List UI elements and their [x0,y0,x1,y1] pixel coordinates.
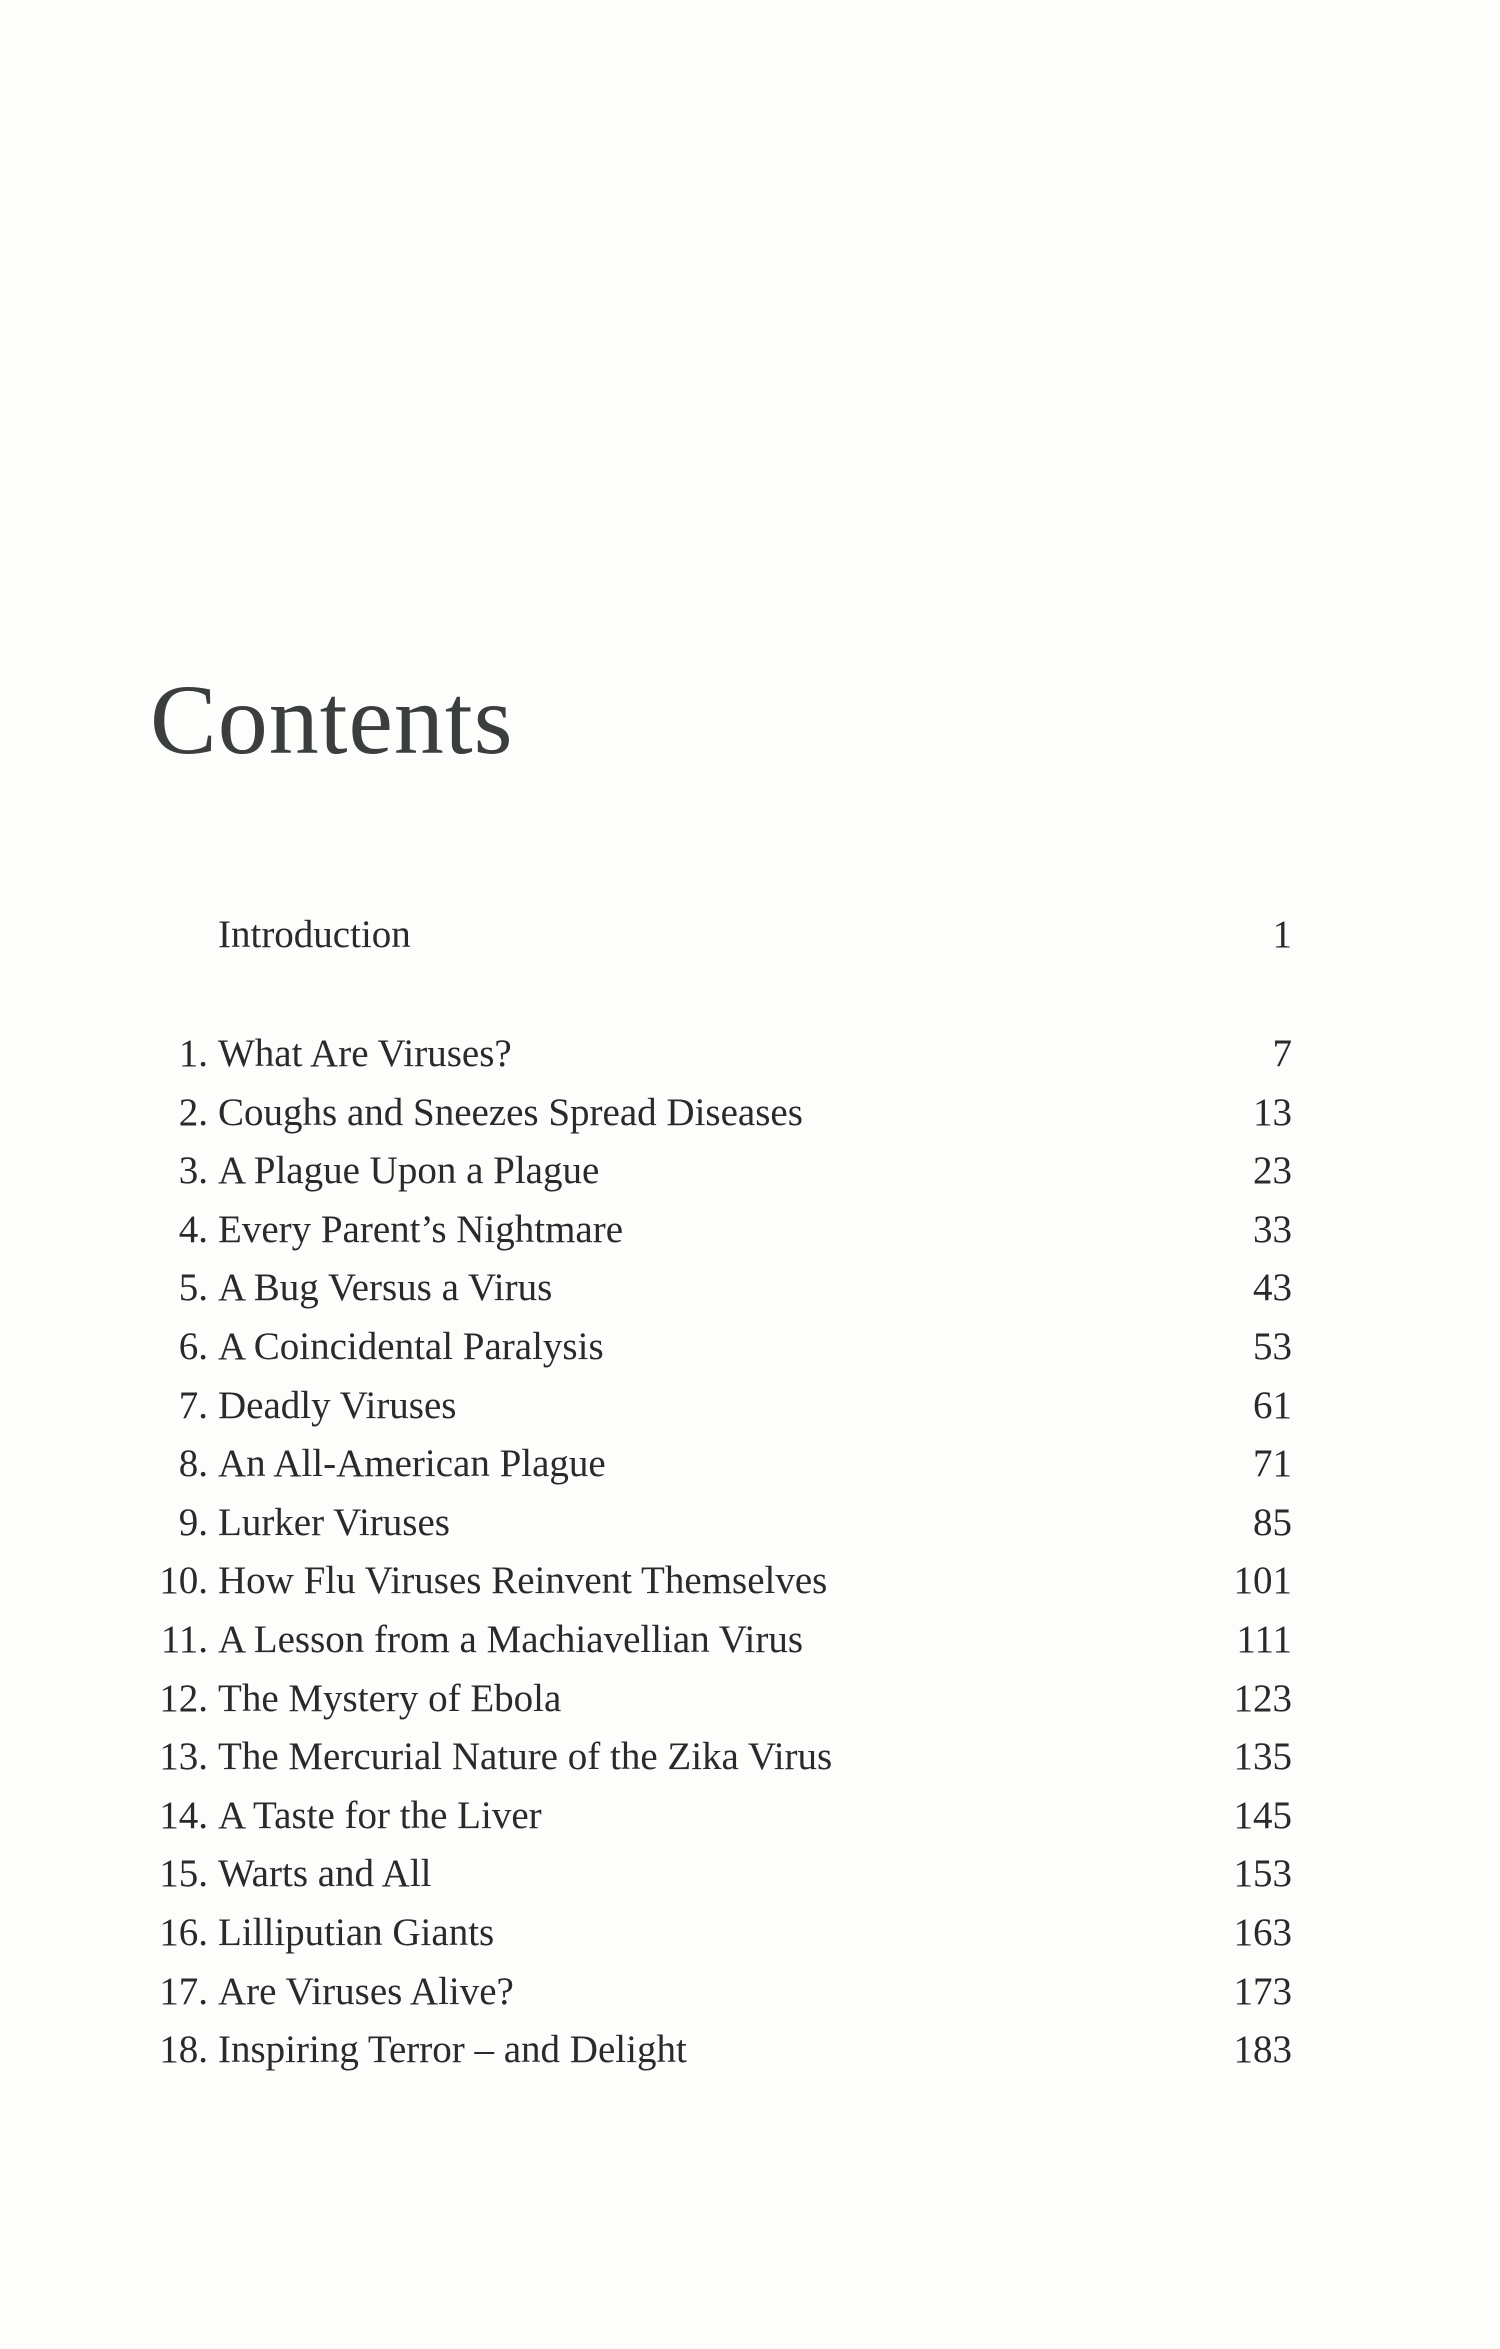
chapter-title: The Mercurial Nature of the Zika Virus [218,1735,833,1779]
toc-introduction-row [150,910,1292,960]
toc-entry [150,1497,1292,1556]
chapter-title: A Plague Upon a Plague [218,1149,600,1193]
toc-entry [150,1145,1292,1204]
chapter-page: 71 [1253,1442,1292,1486]
chapter-page: 145 [1233,1793,1292,1837]
chapter-number: 18. [159,2028,208,2072]
chapter-page: 53 [1253,1324,1292,1368]
chapter-title: A Taste for the Liver [218,1793,542,1837]
chapter-number: 8. [178,1442,208,1486]
toc-entry [150,1438,1292,1497]
chapter-page: 173 [1233,1969,1292,2013]
chapter-page: 123 [1233,1676,1292,1720]
chapter-page: 101 [1233,1559,1292,1603]
chapter-page: 111 [1236,1617,1292,1661]
toc-chapter-list [150,1028,1292,2083]
chapter-title: What Are Viruses? [218,1032,512,1075]
chapter-number: 16. [159,1910,208,1954]
chapter-number: 13. [159,1735,208,1779]
toc-introduction-page: 1 [1272,913,1292,956]
chapter-number: 4. [178,1207,208,1251]
chapter-page: 61 [1253,1383,1292,1427]
chapter-page: 85 [1253,1500,1292,1544]
chapter-number: 12. [159,1676,208,1720]
chapter-number: 11. [160,1617,208,1661]
chapter-title: A Bug Versus a Virus [218,1266,553,1310]
toc-entry [150,1907,1292,1966]
toc-entry [150,1848,1292,1907]
chapter-title: Deadly Viruses [218,1383,457,1427]
chapter-title: Are Viruses Alive? [218,1969,514,2013]
toc-introduction-label: Introduction [218,913,411,956]
page-title: Contents [150,664,514,775]
chapter-title: Every Parent’s Nightmare [218,1207,624,1251]
chapter-number: 15. [159,1852,208,1896]
chapter-page: 183 [1233,2028,1292,2072]
chapter-number: 14. [159,1793,208,1837]
chapter-number: 9. [178,1500,208,1544]
toc-entry [150,1614,1292,1673]
chapter-number: 6. [178,1324,208,1368]
chapter-number: 10. [159,1559,208,1603]
chapter-page: 23 [1253,1149,1292,1193]
toc-entry [150,1262,1292,1321]
chapter-number: 1. [178,1032,208,1075]
chapter-number: 7. [178,1383,208,1427]
toc-entry [150,1966,1292,2025]
chapter-title: A Lesson from a Machiavellian Virus [218,1617,804,1661]
toc-entry [150,1555,1292,1614]
chapter-page: 13 [1253,1090,1292,1134]
chapter-number: 5. [178,1266,208,1310]
toc-entry [150,1731,1292,1790]
toc-entry [150,1790,1292,1849]
chapter-title: A Coincidental Paralysis [218,1324,604,1368]
toc-entry [150,1087,1292,1146]
chapter-page: 135 [1233,1735,1292,1779]
chapter-page: 7 [1272,1032,1292,1075]
chapter-number: 17. [159,1969,208,2013]
chapter-title: The Mystery of Ebola [218,1676,562,1720]
chapter-page: 33 [1253,1207,1292,1251]
chapter-page: 153 [1233,1852,1292,1896]
toc-entry [150,2024,1292,2083]
chapter-title: Coughs and Sneezes Spread Diseases [218,1090,803,1134]
chapter-title: Warts and All [218,1852,432,1896]
chapter-page: 163 [1233,1910,1292,1954]
toc-entry [150,1321,1292,1380]
toc-entry [150,1028,1292,1087]
chapter-number: 2. [178,1090,208,1134]
chapter-page: 43 [1253,1266,1292,1310]
chapter-title: An All-American Plague [218,1442,606,1486]
toc-entry [150,1380,1292,1439]
chapter-title: Inspiring Terror – and Delight [218,2028,687,2072]
chapter-title: How Flu Viruses Reinvent Themselves [218,1559,828,1603]
toc-entry [150,1673,1292,1732]
chapter-title: Lurker Viruses [218,1500,450,1544]
chapter-title: Lilliputian Giants [218,1910,495,1954]
toc-entry [150,1204,1292,1263]
chapter-number: 3. [178,1149,208,1193]
